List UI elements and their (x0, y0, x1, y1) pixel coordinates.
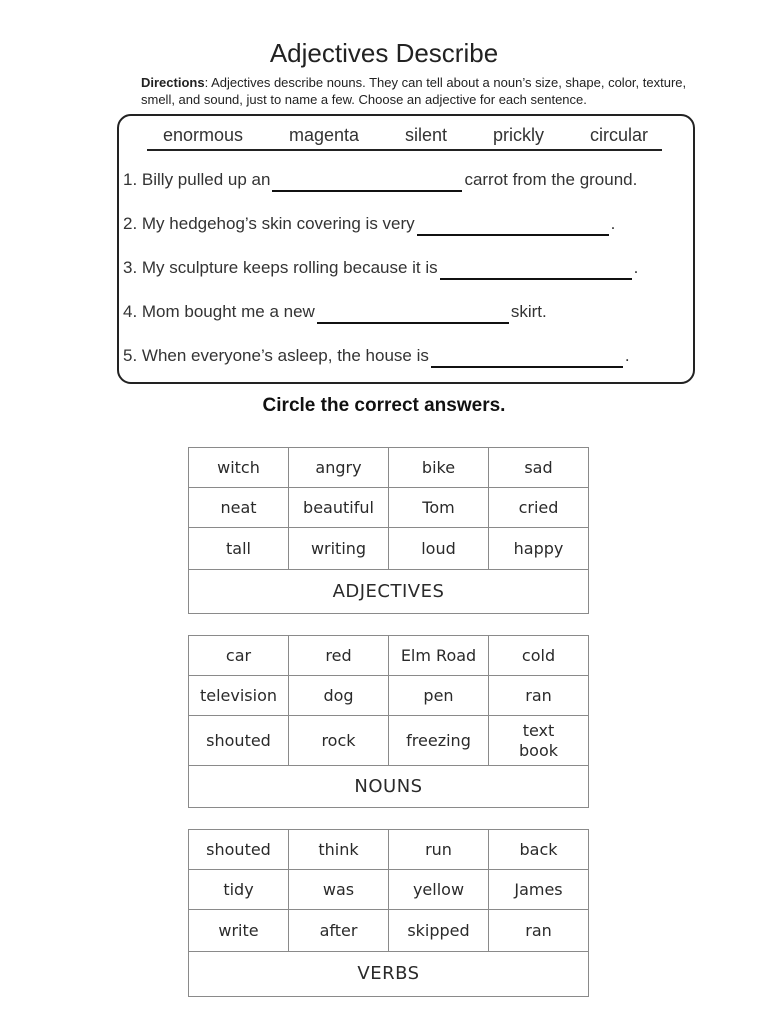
nouns-table (188, 635, 589, 808)
word-cell[interactable]: tall (189, 528, 289, 570)
word-cell[interactable]: witch (189, 448, 289, 488)
word-cell[interactable]: neat (189, 488, 289, 528)
adjectives-table (188, 447, 589, 614)
word-cell[interactable]: Tom (389, 488, 489, 528)
table-row (189, 528, 589, 570)
category-label: ADJECTIVES (189, 570, 589, 614)
table-row (189, 870, 589, 910)
word-cell[interactable]: write (189, 910, 289, 952)
word-cell[interactable]: red (289, 636, 389, 676)
word-cell[interactable]: loud (389, 528, 489, 570)
word-cell[interactable]: cried (489, 488, 589, 528)
table-row (189, 448, 589, 488)
page-title: Adjectives Describe (269, 38, 499, 68)
word-cell[interactable]: tidy (189, 870, 289, 910)
category-row (189, 570, 589, 614)
table-row (189, 716, 589, 766)
answer-blank (431, 350, 623, 368)
directions-text: : Adjectives describe nouns. They can tell about a noun’s size, shape, color, texture, smell, and sound, just to name a few. Choose an adjective for each sentence. (141, 75, 687, 107)
category-row (189, 952, 589, 997)
table-row (189, 910, 589, 952)
word-bank-item: circular (589, 125, 648, 145)
word-cell[interactable]: writing (289, 528, 389, 570)
word-bank-item: magenta (289, 125, 360, 145)
word-bank-item: prickly (493, 125, 545, 145)
word-cell[interactable]: car (189, 636, 289, 676)
sentence-text: 3. My sculpture keeps rolling because it is (123, 258, 438, 277)
sentence-text: carrot from the ground. (464, 170, 638, 189)
word-cell[interactable]: after (289, 910, 389, 952)
sentence-text: . (610, 214, 616, 233)
answer-blank (317, 306, 509, 324)
word-cell[interactable]: sad (489, 448, 589, 488)
word-cell[interactable]: Elm Road (389, 636, 489, 676)
answer-blank (272, 174, 462, 192)
sentence-3 (123, 258, 638, 278)
verbs-table (188, 829, 589, 997)
word-cell[interactable]: text book (489, 716, 589, 766)
word-cell[interactable]: happy (489, 528, 589, 570)
sentence-text: 5. When everyone’s asleep, the house is (123, 346, 429, 365)
word-cell[interactable]: bike (389, 448, 489, 488)
category-label: NOUNS (189, 766, 589, 808)
sentence-text: . (624, 346, 630, 365)
sentence-1 (123, 170, 637, 190)
word-cell[interactable]: yellow (389, 870, 489, 910)
exercise-box (117, 114, 695, 384)
sentence-4 (123, 302, 547, 322)
word-cell[interactable]: back (489, 830, 589, 870)
word-cell[interactable]: freezing (389, 716, 489, 766)
table-row (189, 488, 589, 528)
word-cell[interactable]: ran (489, 910, 589, 952)
word-bank (147, 125, 662, 151)
word-cell[interactable]: James (489, 870, 589, 910)
directions-label: Directions (141, 75, 205, 90)
category-label: VERBS (189, 952, 589, 997)
word-cell[interactable]: dog (289, 676, 389, 716)
sentence-2 (123, 214, 615, 234)
sentence-text: . (633, 258, 639, 277)
word-bank-item: enormous (163, 125, 244, 145)
word-cell[interactable]: television (189, 676, 289, 716)
word-cell[interactable]: run (389, 830, 489, 870)
word-bank-item: silent (405, 125, 448, 145)
word-cell[interactable]: think (289, 830, 389, 870)
answer-blank (440, 262, 632, 280)
sentence-text: 4. Mom bought me a new (123, 302, 315, 321)
table-row (189, 676, 589, 716)
word-cell[interactable]: shouted (189, 830, 289, 870)
table-row (189, 636, 589, 676)
instruction-heading: Circle the correct answers. (262, 395, 506, 416)
sentence-text: 1. Billy pulled up an (123, 170, 271, 189)
word-cell[interactable]: rock (289, 716, 389, 766)
directions (141, 74, 701, 108)
word-cell[interactable]: beautiful (289, 488, 389, 528)
table-row (189, 830, 589, 870)
answer-blank (417, 218, 609, 236)
sentence-5 (123, 346, 630, 366)
word-cell[interactable]: ran (489, 676, 589, 716)
word-cell[interactable]: angry (289, 448, 389, 488)
category-row (189, 766, 589, 808)
word-cell[interactable]: was (289, 870, 389, 910)
word-cell[interactable]: shouted (189, 716, 289, 766)
word-cell[interactable]: cold (489, 636, 589, 676)
sentence-text: 2. My hedgehog’s skin covering is very (123, 214, 415, 233)
word-cell[interactable]: pen (389, 676, 489, 716)
sentence-text: skirt. (510, 302, 547, 321)
word-cell[interactable]: skipped (389, 910, 489, 952)
